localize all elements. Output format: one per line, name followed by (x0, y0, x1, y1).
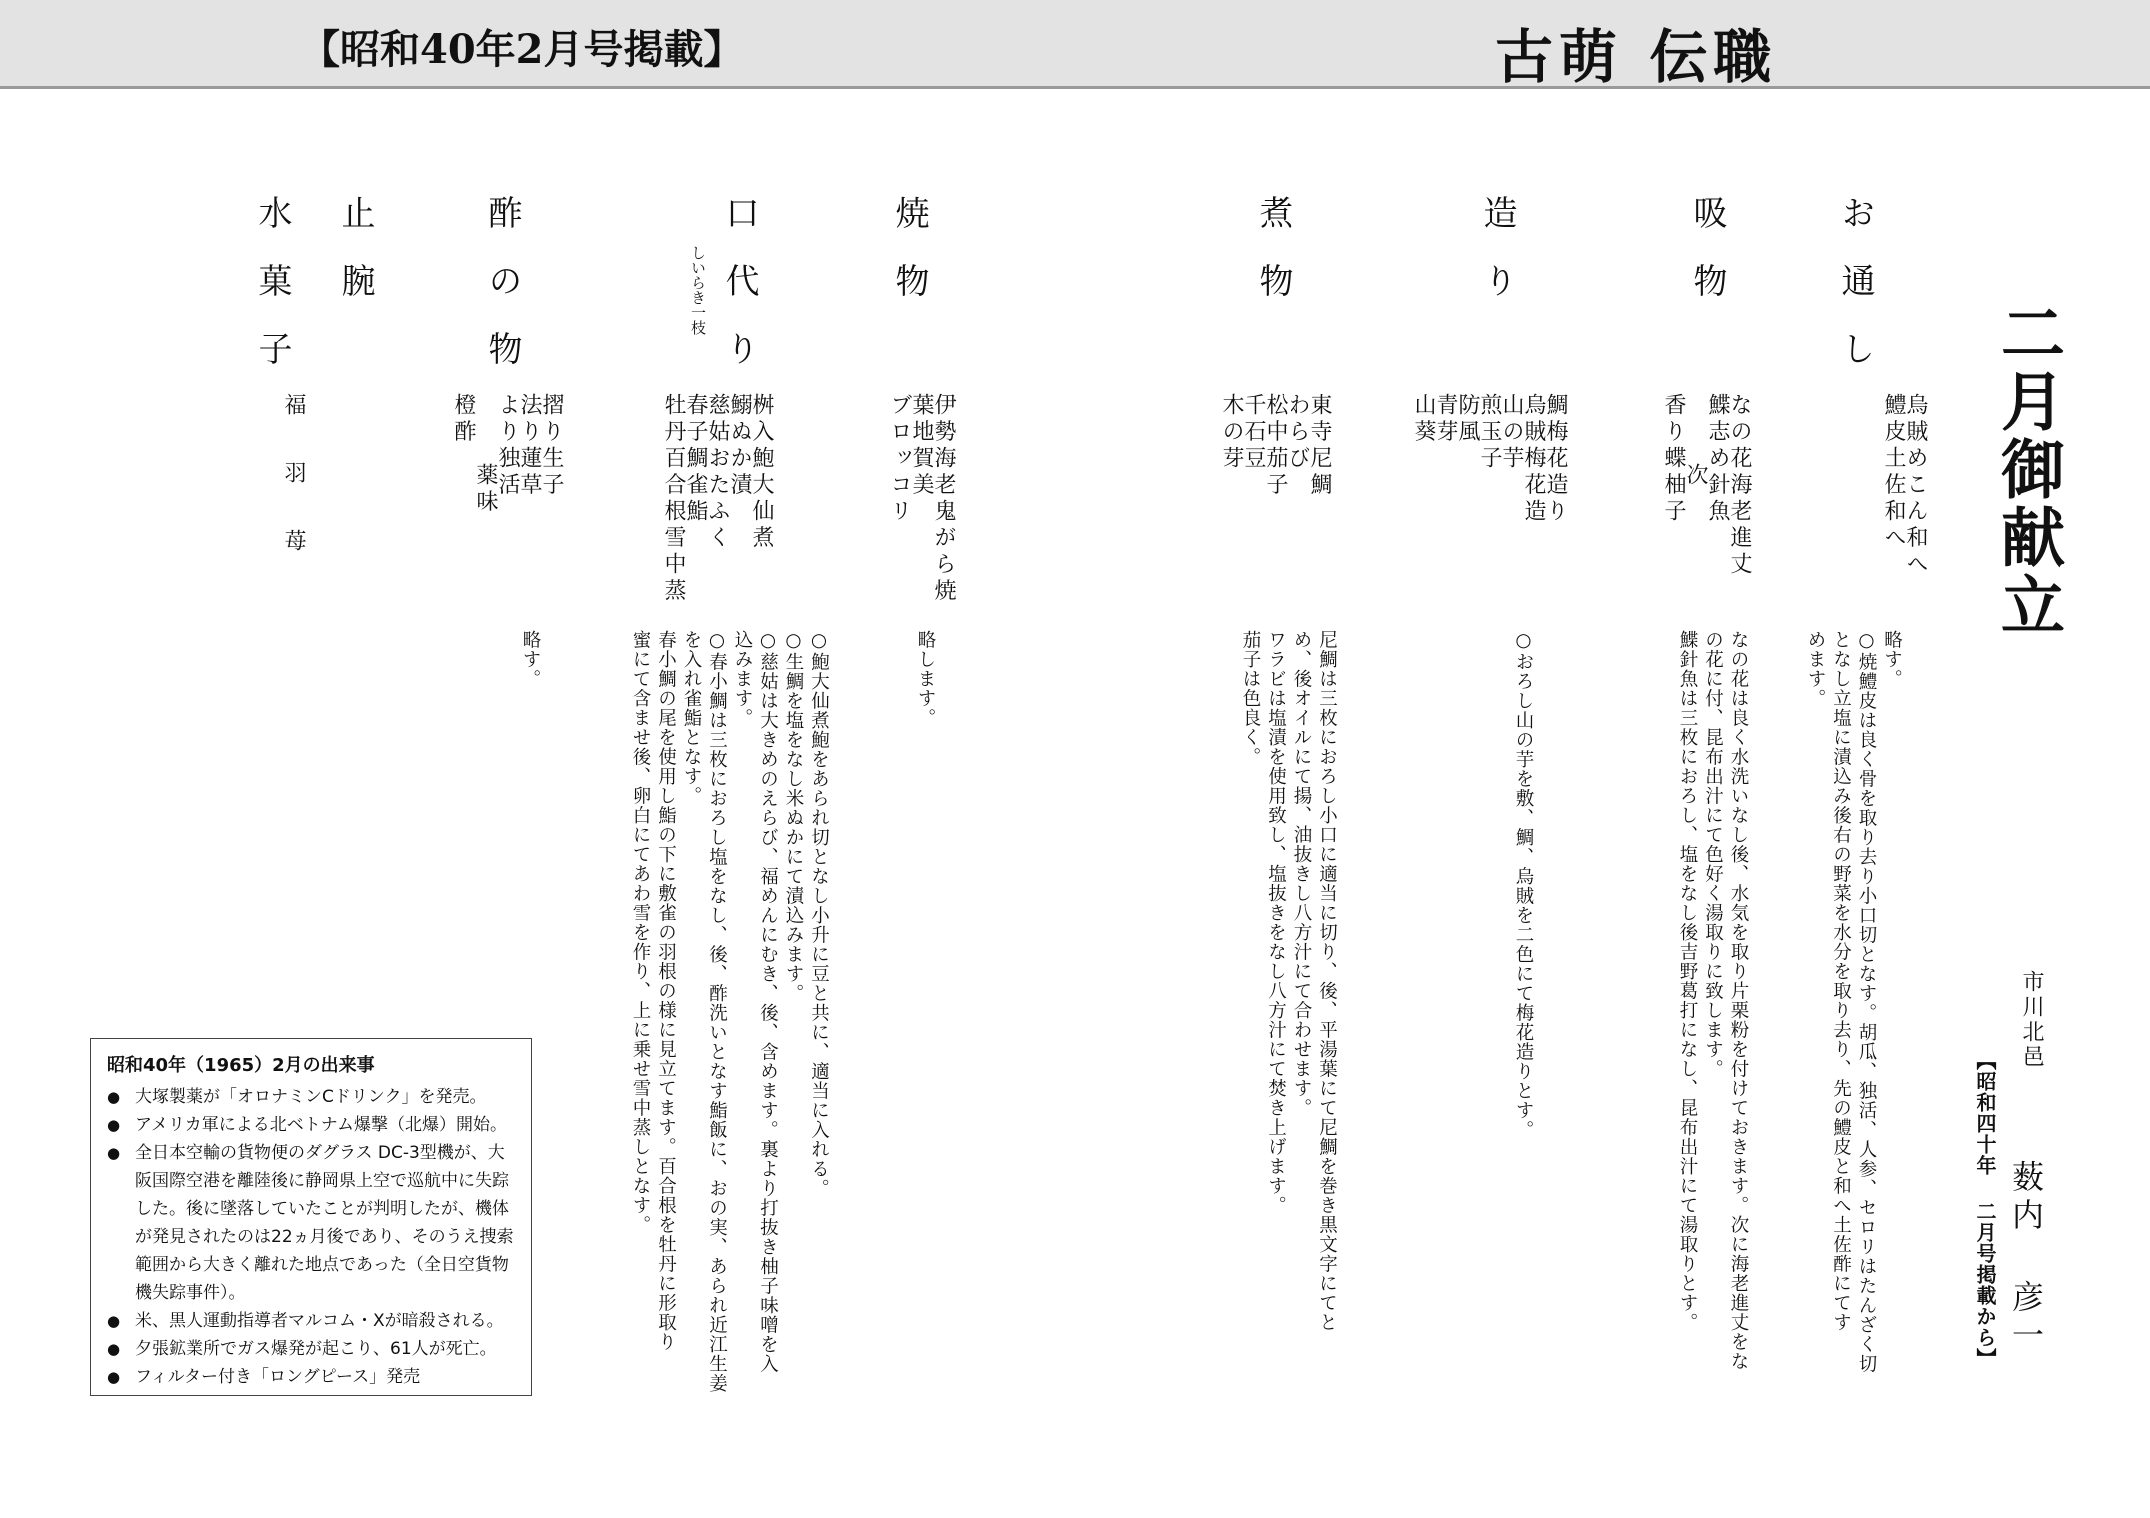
event-item (107, 1335, 515, 1363)
note-line: 略します。 (915, 630, 936, 728)
ingredient-line: 防風 (1455, 393, 1480, 446)
ingredient-line: 鯛梅花造り (1543, 393, 1568, 526)
ingredient-line: 春子鯛雀鮨 (683, 393, 708, 526)
event-text: フィルター付き「ロングピース」発売 (135, 1367, 421, 1387)
author-source-tag: 【昭和四十年 二月号掲載から】 (1973, 1050, 1997, 1369)
course-heading-kuchigawari: 口代り (719, 195, 759, 399)
course-ingredients-tsukuri (1390, 393, 1610, 526)
note-line: ○鮑大仙煮鮑をあられ切となし小升に豆と共に、適当に入れる。 (808, 630, 830, 1198)
bullet-icon: ● (107, 1312, 121, 1330)
course-heading-nimono: 煮物 (1253, 195, 1293, 331)
course-heading-suimono: 吸物 (1687, 195, 1727, 331)
note-line: 茄子は色良く。 (1240, 630, 1261, 767)
note-line: 尼鯛は三枚におろし小口に適当に切り、後、平湯葉にて尼鯛を巻き黒文字にてと (1316, 630, 1338, 1332)
source-label: 【昭和40年2月号掲載】 (300, 26, 744, 73)
note-line: 鰈針魚は三枚におろし、塩をなし後吉野葛打になし、昆布出汁にて湯取りとす。 (1677, 630, 1698, 1332)
event-text: アメリカ軍による北ベトナム爆撃（北爆）開始。 (135, 1115, 507, 1135)
ingredient-line: 葉地賀美 (909, 393, 934, 499)
ingredient-line: 鰈志め針魚 (1705, 393, 1730, 526)
course-note-kuchigawari (605, 630, 865, 1393)
note-line: 略す。 (520, 630, 541, 689)
ingredient-line: 次 (1683, 463, 1708, 490)
course-note-suimono (1652, 630, 1784, 1371)
ingredient-line: 牡丹百合根雪中蒸 (661, 393, 686, 605)
bullet-icon: ● (107, 1144, 121, 1162)
event-text: 大塚製薬が「オロナミンCドリンク」を発売。 (135, 1087, 487, 1107)
ingredient-line: 鱧皮土佐和へ (1881, 393, 1906, 552)
ingredient-line: 法り蓮草 (517, 393, 542, 499)
note-line: 込みます。 (732, 630, 753, 728)
course-heading-yakimono: 焼物 (889, 195, 929, 331)
bullet-icon: ● (107, 1088, 121, 1106)
note-line: なの花は良く水洗いなし後、水気を取り片栗粉を付けておきます。次に海老進丈をな (1728, 630, 1749, 1371)
event-item (107, 1111, 515, 1139)
note-line: 春小鯛の尾を使用し鮨の下に敷雀の羽根の様に見立てます。百合根を牡丹に形取り (655, 630, 677, 1352)
course-ingredients-otoshi (1860, 393, 1970, 579)
ingredient-line: 香り蝶柚子 (1661, 393, 1686, 526)
note-line: ○春小鯛は三枚におろし塩をなし、後、酢洗いとなす鮨飯に、おの実、あられ近江生姜 (706, 630, 728, 1393)
ingredient-line: 山葵 (1411, 393, 1436, 446)
ingredient-line: 烏賊梅花造 (1521, 393, 1546, 526)
ingredient-line: 摺り生子 (539, 393, 564, 499)
ingredient-line: 木の芽 (1219, 393, 1244, 473)
ingredient-line: 千石豆 (1241, 393, 1266, 473)
author-affiliation: 市川北邑 (2019, 970, 2044, 1070)
events-title: 昭和40年（1965）2月の出来事 (107, 1055, 375, 1076)
ingredient-line: 山の芋 (1499, 393, 1524, 473)
course-ingredients-nimono (1198, 393, 1374, 499)
ingredient-line: 福羽苺 (281, 393, 306, 597)
note-line: めます。 (1805, 630, 1826, 708)
note-line: となし立塩に漬込み後右の野菜を水分を取り去り、先の鱧皮と和へ土佐酢にてす (1830, 630, 1852, 1332)
course-heading-sunomono: 酢の物 (482, 195, 522, 399)
ingredient-line: 伊勢海老鬼がら焼 (931, 393, 956, 605)
ingredient-line: なの花海老進丈 (1727, 393, 1752, 579)
note-line: ○生鯛を塩をなし米ぬかにて漬込みます。 (783, 630, 804, 1003)
ingredient-line: 桝入鮑大仙煮 (749, 393, 774, 552)
ingredient-line: 橙酢 (451, 393, 476, 446)
ingredient-line: 烏賊めこん和へ (1903, 393, 1928, 579)
ingredient-line: 煎玉子 (1477, 393, 1502, 473)
ingredient-line: 薬味 (473, 463, 498, 516)
course-ingredients-sunomono (430, 393, 606, 516)
event-text: 米、黒人運動指導者マルコム・Xが暗殺される。 (135, 1311, 504, 1331)
menu-title: 二月御献立 (1990, 300, 2065, 640)
course-ingredients-kuchigawari (640, 393, 816, 605)
ingredient-line: 慈姑おたふく (705, 393, 730, 552)
ingredient-line: より独活 (495, 393, 520, 499)
event-item (107, 1363, 515, 1391)
events-box (90, 1038, 532, 1396)
ingredient-line: 鰯ぬか漬 (727, 393, 752, 499)
course-note-nimono (1215, 630, 1373, 1332)
bullet-icon: ● (107, 1340, 121, 1358)
note-line: を入れ雀鮨となす。 (681, 630, 702, 806)
event-text: 夕張鉱業所でガス爆発が起こり、61人が死亡。 (135, 1339, 497, 1359)
ingredient-line: 松中茄子 (1263, 393, 1288, 499)
author-name: 薮内 彦一 (2007, 1160, 2045, 1356)
course-ingredients-mizugashi (260, 393, 348, 597)
note-line: ○慈姑は大きめのえらび、福めんにむき、後、含めます。裏より打抜き柚子味噌を入 (757, 630, 779, 1374)
ingredient-line: わらび (1285, 393, 1310, 473)
event-item (107, 1307, 515, 1335)
course-heading-tsukuri: 造り (1477, 195, 1517, 331)
note-line: め、後オイルにて揚、油抜きし八方汁にて合わせます。 (1291, 630, 1312, 1118)
brand-logo: 古萌 伝職 (1495, 23, 1778, 91)
course-ingredients-suimono (1640, 393, 1794, 579)
note-line: 蜜にて含ませ後、卵白にてあわ雪を作り、上に乗せ雪中蒸しとなす。 (630, 630, 651, 1235)
course-heading-otoshi: お通し (1835, 195, 1875, 399)
course-subnote-kuchigawari: しいらき一枝 (689, 245, 707, 335)
bullet-icon: ● (107, 1368, 121, 1386)
course-note-sunomono (495, 630, 576, 689)
course-note-tsukuri (1488, 630, 1569, 1140)
note-line: 略す。 (1881, 630, 1903, 689)
course-heading-tomewan: 止腕 (335, 195, 375, 331)
course-note-yakimono (890, 630, 971, 728)
event-item (107, 1083, 515, 1111)
event-text: 全日本空輸の貨物便のダグラス DC-3型機が、大阪国際空港を離陸後に静岡県上空で巡航中に失踪した。後に墜落していたことが判明したが、機体が発見されたのは22ヵ月後であり、そのうえ捜索範囲から大きく離れた地点であった（全日空貨物機失踪事件）。 (135, 1143, 514, 1303)
header-bar (0, 0, 2150, 89)
bullet-icon: ● (107, 1116, 121, 1134)
ingredient-line: ブロッコリ (887, 393, 912, 526)
course-heading-mizugashi: 水菓子 (252, 195, 292, 399)
note-line: ○おろし山の芋を敷、鯛、烏賊を二色にて梅花造りとす。 (1513, 630, 1534, 1140)
course-ingredients-yakimono (866, 393, 998, 605)
event-item (107, 1139, 515, 1307)
ingredient-line: 青芽 (1433, 393, 1458, 446)
note-line: の花に付、昆布出汁にて色好く湯取りに致します。 (1702, 630, 1724, 1079)
ingredient-line: 東寺尼鯛 (1307, 393, 1332, 499)
note-line: ワラビは塩漬を使用致し、塩抜きをなし八方汁にて焚き上げます。 (1265, 630, 1287, 1215)
course-note-otoshi (1780, 630, 1938, 1374)
note-line: ○焼鱧皮は良く骨を取り去り小口切となす。胡瓜、独活、人参、セロリはたんざく切 (1856, 630, 1877, 1374)
